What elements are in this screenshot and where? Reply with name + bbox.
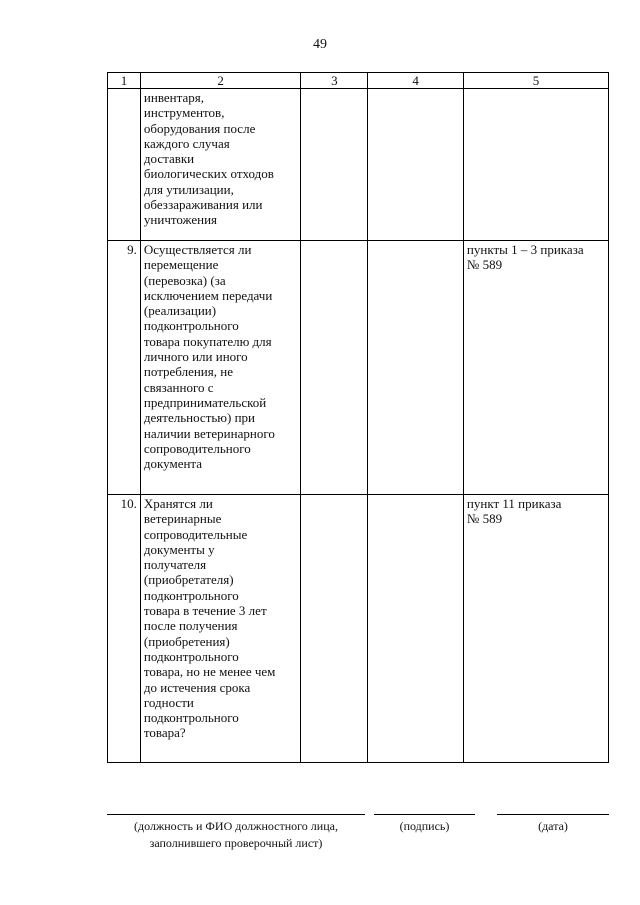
header-cell-2: 2 — [140, 73, 300, 89]
row-answer-col3 — [301, 495, 368, 763]
row-answer-col4 — [368, 241, 464, 495]
row-reference: пункты 1 – 3 приказа № 589 — [463, 241, 608, 495]
page-number: 49 — [313, 37, 327, 52]
signature-caption: (подпись) — [399, 819, 450, 833]
row-question: инвентаря, инструментов, оборудования после каждого случая доставки биологических отходов для утилизации, обеззараживания или уничтожения — [140, 89, 300, 241]
checklist-table — [107, 72, 609, 763]
row-number — [108, 89, 141, 241]
row-answer-col4 — [368, 495, 464, 763]
table-row — [108, 241, 609, 495]
header-cell-3: 3 — [301, 73, 368, 89]
position-caption: (должность и ФИО должностного лица, заполнившего проверочный лист) — [134, 819, 338, 850]
table-row — [108, 495, 609, 763]
row-number: 9. — [108, 241, 141, 495]
date-caption: (дата) — [538, 819, 568, 833]
row-question: Хранятся ли ветеринарные сопроводительные документы у получателя (приобретателя) подконтрольного товара в течение 3 лет после получения (приобретения) подконтрольного товара, но не менее чем до истечения срока годности подконтрольного товара? — [140, 495, 300, 763]
row-answer-col3 — [301, 89, 368, 241]
header-cell-5: 5 — [463, 73, 608, 89]
row-question: Осуществляется ли перемещение (перевозка) (за исключением передачи (реализации) подконтрольного товара покупателю для личного или иного потребления, не связанного с предпринимательской деятельностью) при наличии ветеринарного сопроводительного документа — [140, 241, 300, 495]
row-answer-col3 — [301, 241, 368, 495]
row-reference — [463, 89, 608, 241]
header-cell-1: 1 — [108, 73, 141, 89]
signature-line — [374, 814, 475, 815]
position-signature-line — [107, 814, 365, 815]
row-answer-col4 — [368, 89, 464, 241]
row-number: 10. — [108, 495, 141, 763]
table-header-row — [108, 73, 609, 89]
table-row — [108, 89, 609, 241]
row-reference: пункт 11 приказа № 589 — [463, 495, 608, 763]
header-cell-4: 4 — [368, 73, 464, 89]
date-line — [497, 814, 609, 815]
